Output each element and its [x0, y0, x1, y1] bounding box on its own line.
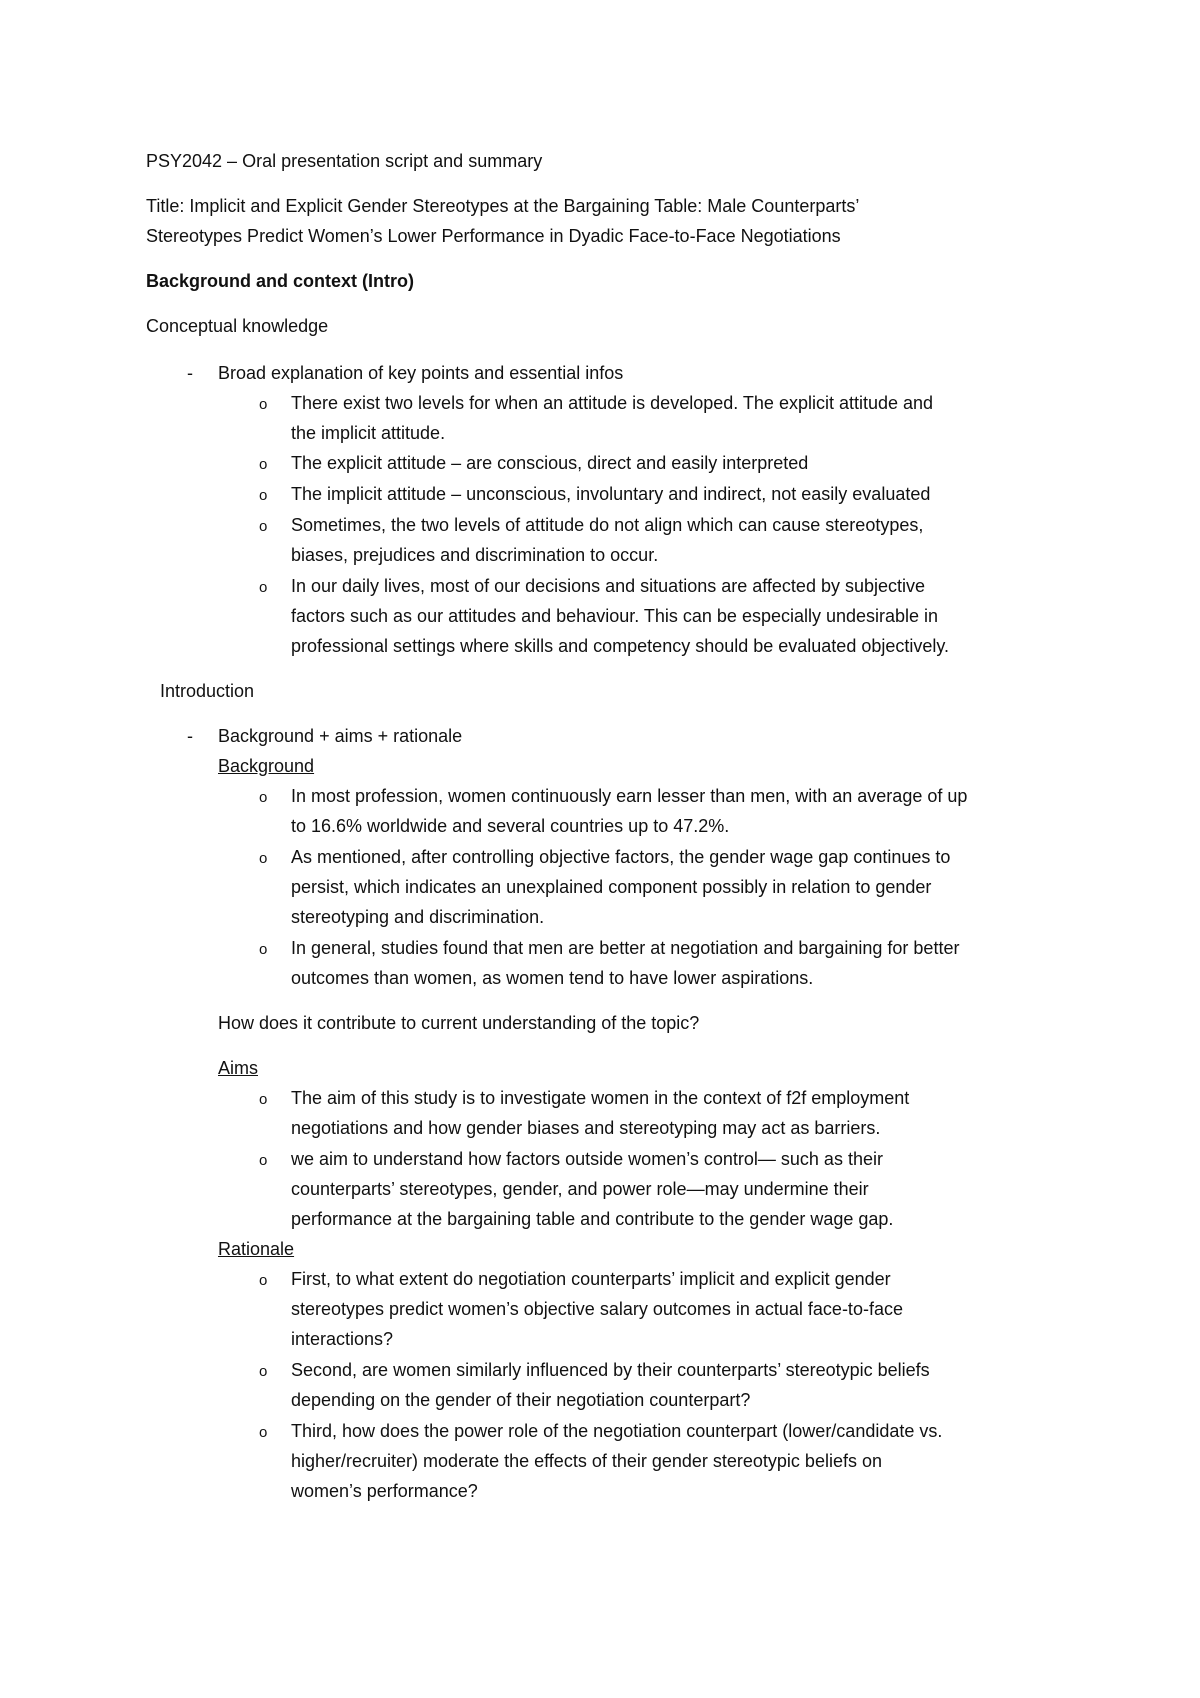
bullet-marker: o [259, 456, 268, 473]
dash-item-aims: Background + aims + rationale [218, 726, 463, 746]
bullet-line: interactions? [291, 1329, 394, 1349]
bullet-line: In our daily lives, most of our decisions and situations are affected by subjective [291, 576, 926, 596]
bullet-line: In most profession, women continuously earn lesser than men, with an average of up [291, 786, 968, 806]
dash-marker: - [187, 363, 193, 383]
bullet-line: The implicit attitude – unconscious, involuntary and indirect, not easily evaluated [291, 484, 931, 504]
title-line-2: Stereotypes Predict Women’s Lower Performance in Dyadic Face-to-Face Negotiations [146, 226, 841, 246]
bullet-line: counterparts’ stereotypes, gender, and power role—may undermine their [291, 1179, 869, 1199]
bullet-line: negotiations and how gender biases and stereotyping may act as barriers. [291, 1118, 881, 1138]
bullet-line: the implicit attitude. [291, 423, 446, 443]
bullet-line: to 16.6% worldwide and several countries up to 47.2%. [291, 816, 730, 836]
bullet-line: stereotyping and discrimination. [291, 907, 545, 927]
bullet-line: professional settings where skills and competency should be evaluated objectively. [291, 636, 950, 656]
bullet-line: Second, are women similarly influenced by their counterparts’ stereotypic beliefs [291, 1360, 930, 1380]
bullet-line: The aim of this study is to investigate women in the context of f2f employment [291, 1088, 910, 1108]
subheading-conceptual: Conceptual knowledge [146, 316, 329, 336]
bullet-line: stereotypes predict women’s objective salary outcomes in actual face-to-face [291, 1299, 903, 1319]
bullet-line: outcomes than women, as women tend to have lower aspirations. [291, 968, 814, 988]
bullet-line: factors such as our attitudes and behaviour. This can be especially undesirable in [291, 606, 939, 626]
bullet-marker: o [259, 1424, 268, 1441]
bullet-line: persist, which indicates an unexplained component possibly in relation to gender [291, 877, 932, 897]
bullet-marker: o [259, 1152, 268, 1169]
bullet-line: women’s performance? [291, 1481, 478, 1501]
bullet-marker: o [259, 1091, 268, 1108]
question-line: How does it contribute to current understanding of the topic? [218, 1013, 700, 1033]
bullet-line: Third, how does the power role of the negotiation counterpart (lower/candidate vs. [291, 1421, 943, 1441]
bullet-line: Sometimes, the two levels of attitude do not align which can cause stereotypes, [291, 515, 924, 535]
section-heading-background: Background and context (Intro) [146, 271, 415, 291]
bullet-line: biases, prejudices and discrimination to occur. [291, 545, 659, 565]
bullet-marker: o [259, 941, 268, 958]
bullet-line: As mentioned, after controlling objective factors, the gender wage gap continues to [291, 847, 951, 867]
bullet-line: The explicit attitude – are conscious, direct and easily interpreted [291, 453, 809, 473]
dash-marker: - [187, 726, 193, 746]
course-line: PSY2042 – Oral presentation script and summary [146, 151, 543, 171]
bullet-marker: o [259, 850, 268, 867]
bullet-line: depending on the gender of their negotiation counterpart? [291, 1390, 751, 1410]
bullet-line: First, to what extent do negotiation counterparts’ implicit and explicit gender [291, 1269, 891, 1289]
label-background: Background [218, 756, 315, 776]
bullet-marker: o [259, 789, 268, 806]
title-line-1: Title: Implicit and Explicit Gender Stereotypes at the Bargaining Table: Male Counterparts’ [146, 196, 860, 216]
label-rationale: Rationale [218, 1239, 295, 1259]
bullet-line: There exist two levels for when an attitude is developed. The explicit attitude and [291, 393, 934, 413]
bullet-marker: o [259, 396, 268, 413]
label-aims: Aims [218, 1058, 258, 1078]
bullet-marker: o [259, 487, 268, 504]
bullet-line: In general, studies found that men are better at negotiation and bargaining for better [291, 938, 960, 958]
bullet-line: performance at the bargaining table and contribute to the gender wage gap. [291, 1209, 894, 1229]
bullet-line: higher/recruiter) moderate the effects of their gender stereotypic beliefs on [291, 1451, 882, 1471]
bullet-marker: o [259, 579, 268, 596]
bullet-line: we aim to understand how factors outside women’s control— such as their [291, 1149, 883, 1169]
bullet-marker: o [259, 518, 268, 535]
section-heading-introduction: Introduction [160, 681, 255, 701]
bullet-marker: o [259, 1272, 268, 1289]
dash-item-broad: Broad explanation of key points and essential infos [218, 363, 624, 383]
bullet-marker: o [259, 1363, 268, 1380]
